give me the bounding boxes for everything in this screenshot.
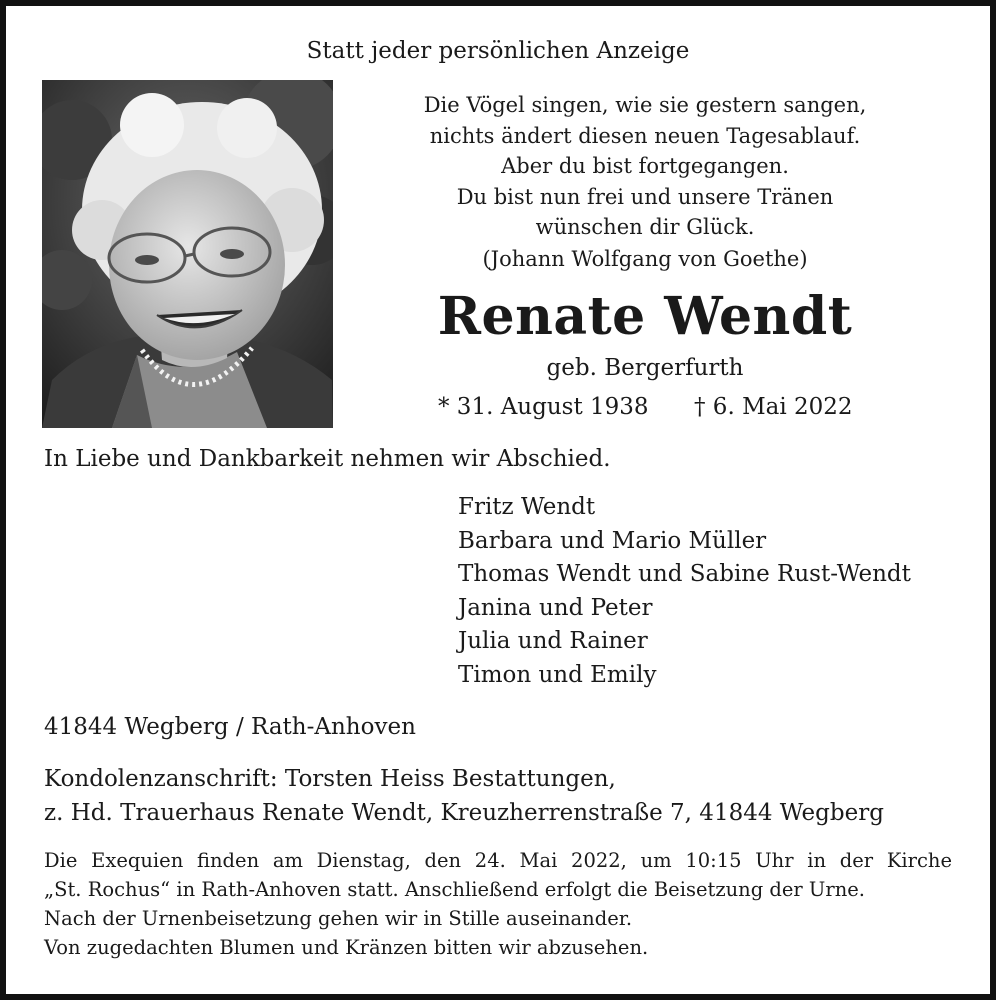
birth-name: geb. Bergerfurth — [546, 355, 744, 381]
service-line: Von zugedachten Blumen und Kränzen bitten wir abzusehen. — [44, 936, 649, 959]
death-date: † 6. Mai 2022 — [694, 394, 853, 420]
mourner: Janina und Peter — [458, 594, 653, 621]
mourner: Thomas Wendt und Sabine Rust-Wendt — [458, 561, 911, 588]
mourner: Barbara und Mario Müller — [458, 527, 767, 554]
mourner: Julia und Rainer — [458, 628, 648, 655]
birth-date: * 31. August 1938 — [438, 394, 649, 420]
mourner: Timon und Emily — [458, 661, 657, 688]
condolence-line: z. Hd. Trauerhaus Renate Wendt, Kreuzherrenstraße 7, 41844 Wegberg — [44, 800, 884, 826]
poem-line: wünschen dir Glück. — [535, 215, 755, 239]
farewell-text: In Liebe und Dankbarkeit nehmen wir Abschied. — [44, 446, 611, 472]
notice-heading: Statt jeder persönlichen Anzeige — [306, 38, 690, 64]
service-info — [44, 846, 952, 962]
condolence-line: Kondolenzanschrift: Torsten Heiss Bestattungen, — [44, 766, 616, 792]
deceased-name: Renate Wendt — [437, 286, 853, 347]
portrait-photo — [42, 80, 333, 428]
poem-line: Du bist nun frei und unsere Tränen — [456, 184, 834, 209]
poem-line: Die Vögel singen, wie sie gestern sangen, — [423, 93, 867, 117]
poem-line: nichts ändert diesen neuen Tagesablauf. — [429, 123, 861, 148]
poem — [390, 90, 900, 243]
service-line: Die Exequien finden am Dienstag, den 24. Mai 2022, um 10:15 Uhr in der Kirche — [44, 849, 952, 872]
service-line: „St. Rochus“ in Rath-Anhoven statt. Anschließend erfolgt die Beisetzung der Urne. — [44, 878, 865, 901]
poem-author: (Johann Wolfgang von Goethe) — [482, 247, 808, 271]
condolence-address — [44, 762, 884, 830]
mourner: Fritz Wendt — [458, 494, 596, 520]
mourners-list — [458, 491, 911, 693]
location: 41844 Wegberg / Rath-Anhoven — [44, 714, 416, 740]
service-line: Nach der Urnenbeisetzung gehen wir in Stille auseinander. — [44, 907, 633, 930]
poem-line: Aber du bist fortgegangen. — [501, 154, 789, 178]
